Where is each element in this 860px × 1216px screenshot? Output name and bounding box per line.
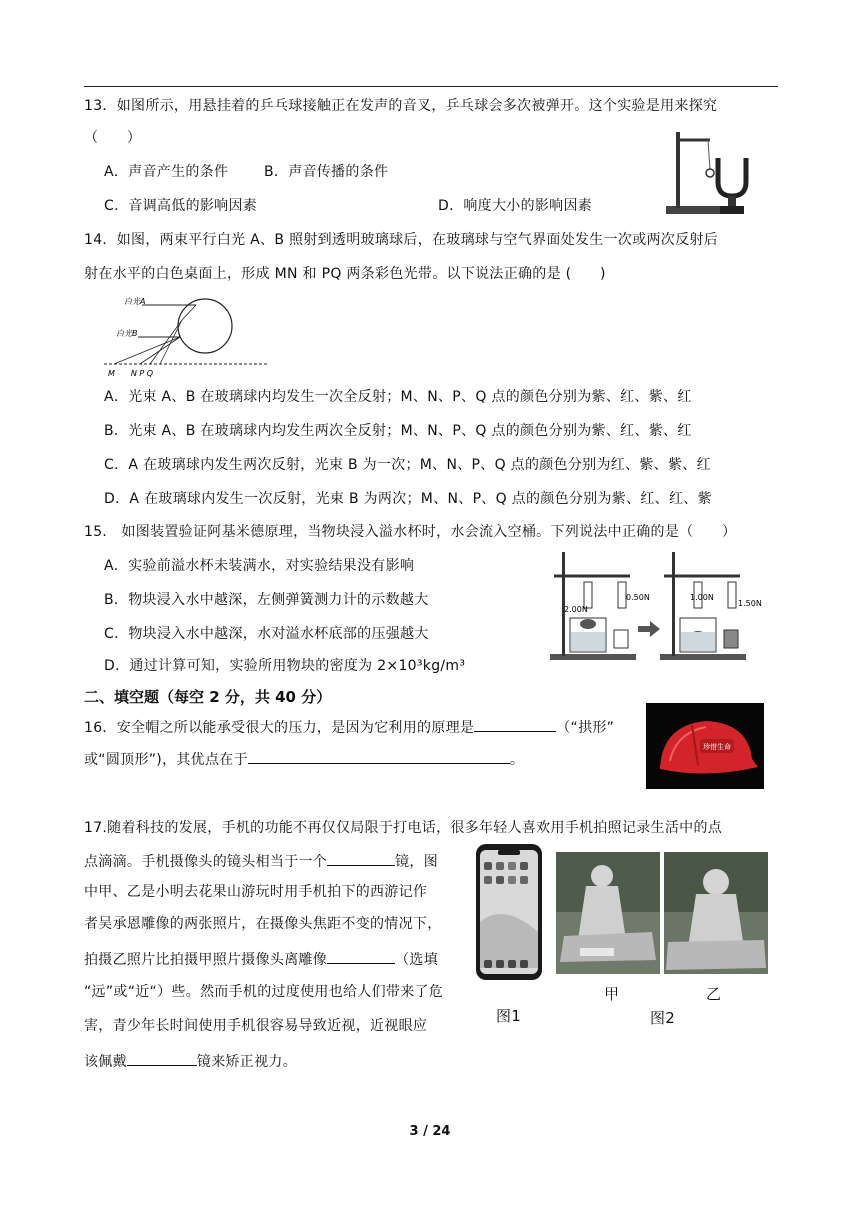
q17-line8-tail: 镜来矫正视力。 <box>196 1054 298 1070</box>
q14-option-a: A．光束 A、B 在玻璃球内均发生一次全反射；M、N、P、Q 点的颜色分别为紫、红、紫、红 <box>104 389 692 405</box>
q13-paren: （ ） <box>84 130 142 146</box>
label-jia: 甲 <box>604 985 620 1003</box>
q17-line8 <box>84 1050 297 1072</box>
q17-blank-2[interactable] <box>327 948 395 964</box>
light-a-label: 白光A <box>124 297 146 306</box>
q16-line2-text: 或“圆顶形”)，其优点在于 <box>84 752 248 768</box>
q16-blank-1[interactable] <box>474 716 556 732</box>
q15-option-b: B．物块浸入水中越深，左侧弹簧测力计的示数越大 <box>104 592 429 608</box>
q13-stem: 13．如图所示，用悬挂着的乒乓球接触正在发声的音叉，乒乓球会多次被弹开。这个实验是用来探究 <box>84 98 718 114</box>
q17-line2-tail: 镜，图 <box>395 854 439 870</box>
q17-line3: 中甲、乙是小明去花果山游玩时用手机拍下的西游记作 <box>84 884 428 900</box>
q17-line2 <box>84 850 438 872</box>
q17-line5 <box>84 948 438 970</box>
q13-option-c: C．音调高低的影响因素 <box>104 198 258 214</box>
archimedes-figure <box>546 548 762 672</box>
statue-photo-yi <box>664 852 768 974</box>
glass-sphere-figure <box>100 290 270 380</box>
smartphone-image <box>474 842 546 984</box>
q17-line6: “远”或“近“）些。然而手机的过度使用也给人们带来了危 <box>84 984 444 1000</box>
q14-stem-line2: 射在水平的白色桌面上，形成 MN 和 PQ 两条彩色光带。以下说法正确的是 ( ) <box>84 266 606 282</box>
q16-line1-text: 16．安全帽之所以能承受很大的压力，是因为它利用的原理是 <box>84 720 475 736</box>
q16-blank-2[interactable] <box>248 748 510 764</box>
helmet-text: 珍惜生命 <box>703 743 731 751</box>
q17-line7: 害，青少年长时间使用手机很容易导致近视，近视眼应 <box>84 1018 428 1034</box>
q13-option-d: D．响度大小的影响因素 <box>438 198 593 214</box>
header-rule <box>84 86 778 87</box>
q16-line1 <box>84 716 614 738</box>
reading-1: 2.00N <box>564 605 588 614</box>
reading-2: 0.50N <box>626 593 650 602</box>
page-number: 3 / 24 <box>409 1124 451 1139</box>
q15-option-a: A．实验前溢水杯未装满水，对实验结果没有影响 <box>104 558 415 574</box>
q16-line2-tail: 。 <box>509 752 525 768</box>
reading-4: 1.50N <box>738 599 762 608</box>
q16-line1-tail: （“拱形” <box>556 720 615 736</box>
q14-option-b: B．光束 A、B 在玻璃球内均发生两次全反射；M、N、P、Q 点的颜色分别为紫、红、紫、红 <box>104 423 692 439</box>
q17-line8-text: 该佩戴 <box>84 1054 127 1070</box>
q17-line5-tail: （选填 <box>395 952 439 968</box>
safety-helmet-image <box>646 703 764 789</box>
q15-option-d: D．通过计算可知，实验所用物块的密度为 2×10³kg/m³ <box>104 658 466 674</box>
q13-option-b: B．声音传播的条件 <box>264 164 389 180</box>
q17-line2-text: 点滴滴。手机摄像头的镜头相当于一个 <box>84 854 328 870</box>
q14-option-d: D．A 在玻璃球内发生一次反射，光束 B 为两次；M、N、P、Q 点的颜色分别为紫、红、红、紫 <box>104 491 712 507</box>
q16-line2 <box>84 748 524 770</box>
section-title: 二、填空题（每空 2 分，共 40 分） <box>84 688 332 706</box>
q17-line4: 者吴承恩雕像的两张照片，在摄像头焦距不变的情况下， <box>84 916 442 932</box>
q17-line1: 17.随着科技的发展，手机的功能不再仅仅局限于打电话，很多年轻人喜欢用手机拍照记录生活中的点 <box>84 820 723 836</box>
q15-stem: 15． 如图装置验证阿基米德原理，当物块浸入溢水杯时，水会流入空桶。下列说法中正确的是（ ） <box>84 524 737 540</box>
reading-3: 1.00N <box>690 593 714 602</box>
q17-blank-1[interactable] <box>327 850 395 866</box>
q14-stem-line1: 14．如图，两束平行白光 A、B 照射到透明玻璃球后，在玻璃球与空气界面处发生一次或两次反射后 <box>84 232 718 248</box>
statue-photo-jia <box>556 852 660 974</box>
q13-option-a: A．声音产生的条件 <box>104 164 229 180</box>
q15-option-c: C．物块浸入水中越深，水对溢水杯底部的压强越大 <box>104 626 429 642</box>
label-fig1: 图1 <box>496 1007 522 1025</box>
tuning-fork-figure <box>664 126 754 218</box>
label-fig2: 图2 <box>650 1009 676 1027</box>
points-label: M N P Q <box>108 369 154 378</box>
q17-line5-text: 拍摄乙照片比拍摄甲照片摄像头离雕像 <box>84 952 328 968</box>
q17-blank-3[interactable] <box>127 1050 197 1066</box>
q14-option-c: C．A 在玻璃球内发生两次反射，光束 B 为一次；M、N、P、Q 点的颜色分别为红、紫、紫、红 <box>104 457 711 473</box>
label-yi: 乙 <box>706 985 722 1003</box>
light-b-label: 白光B <box>116 329 138 338</box>
